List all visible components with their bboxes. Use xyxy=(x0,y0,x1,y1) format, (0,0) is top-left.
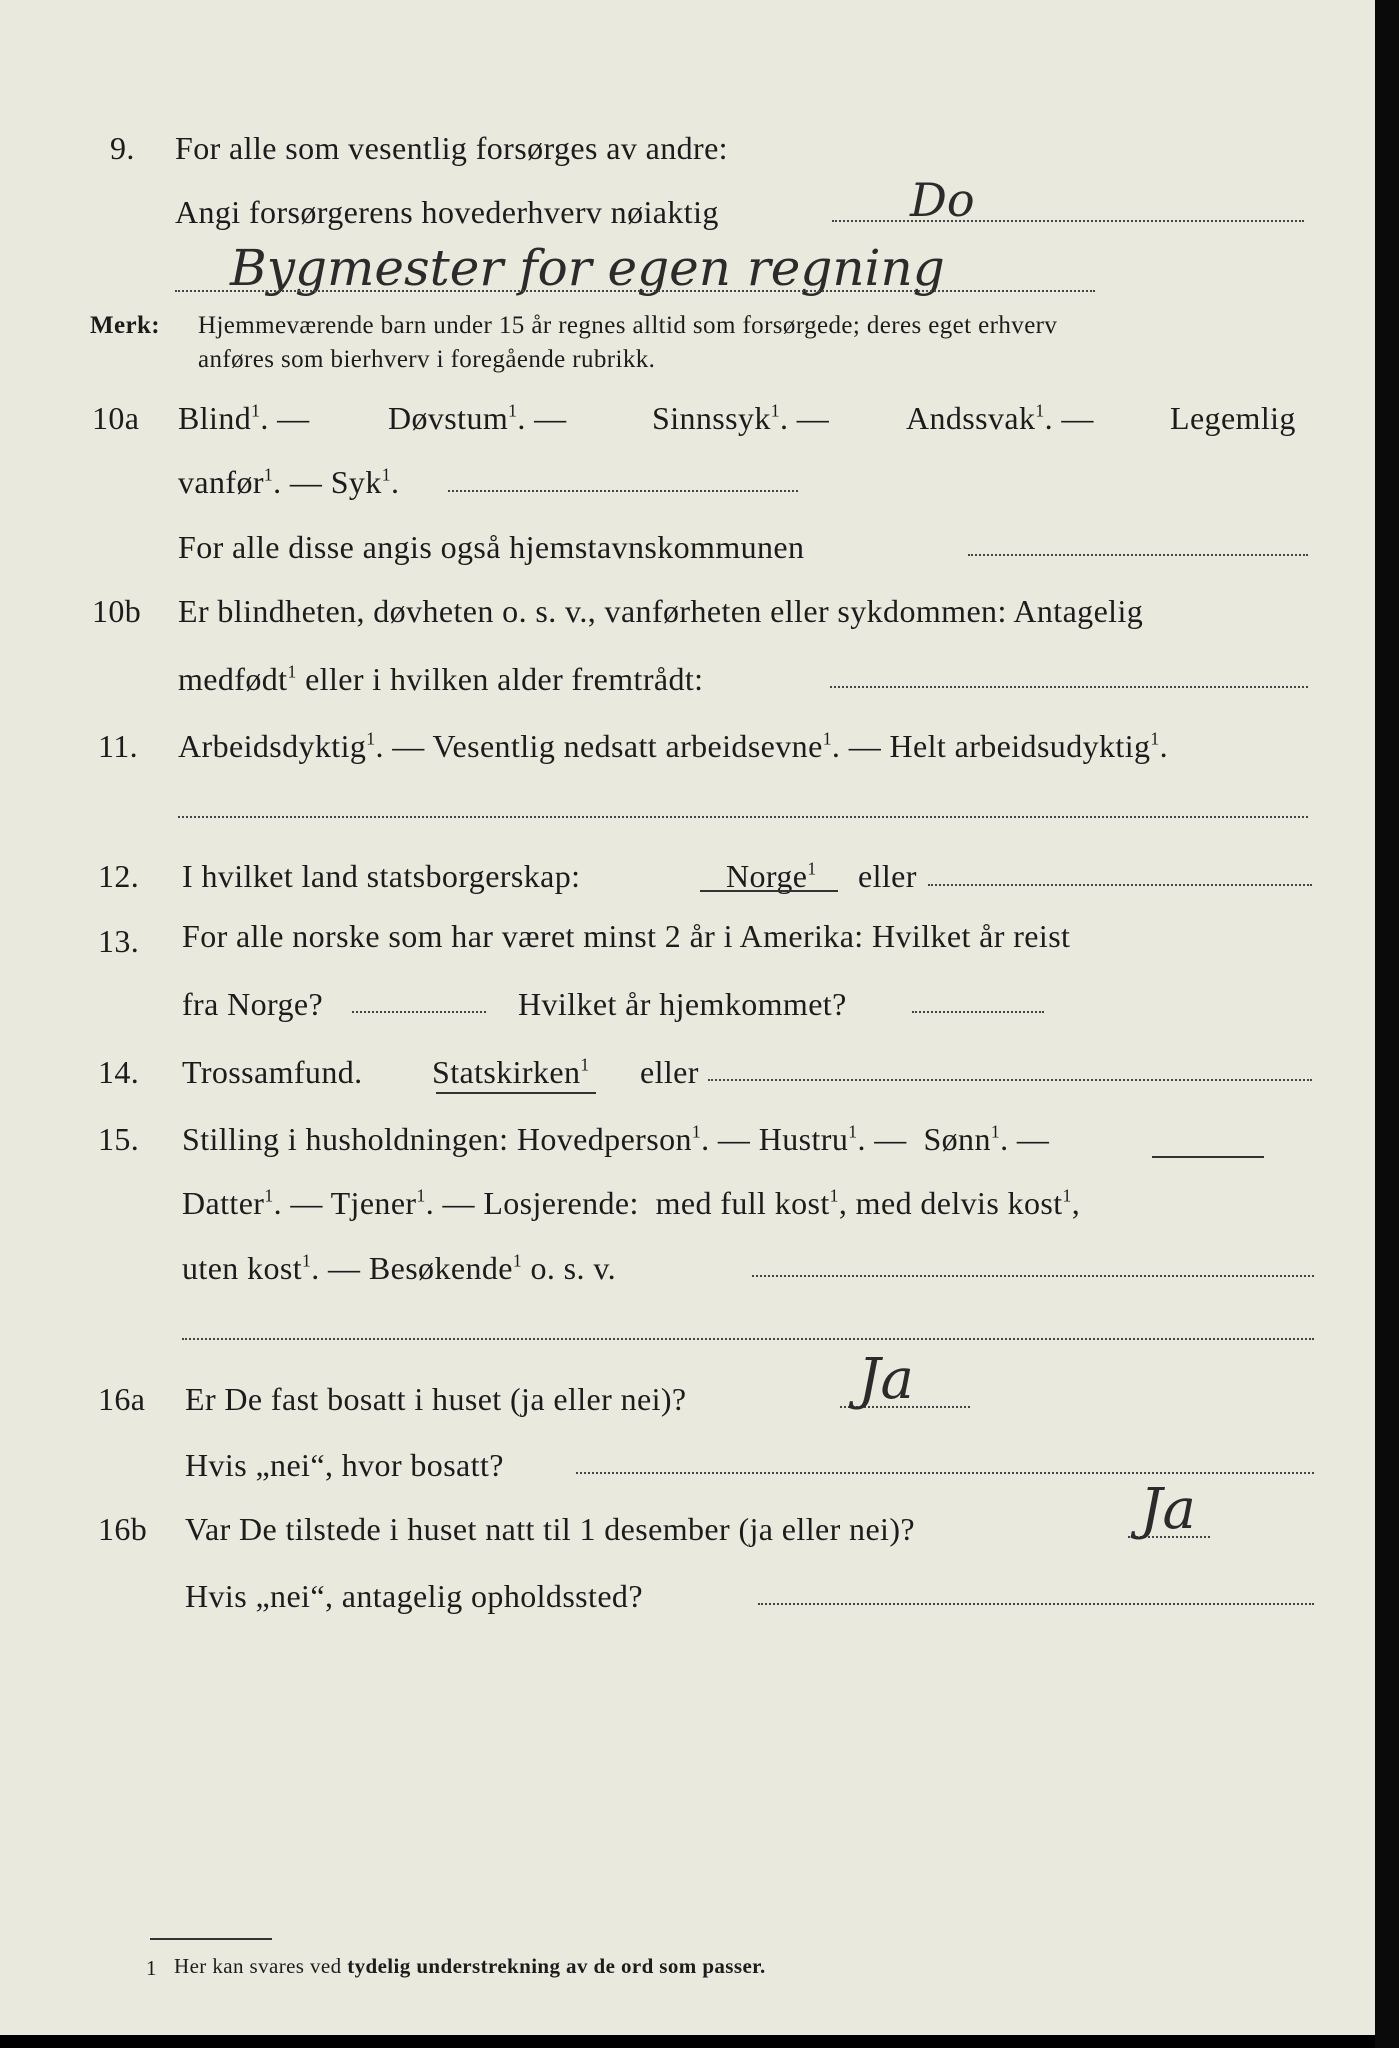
q10a-answer-line xyxy=(448,490,798,492)
q10a-sinnssyk: Sinnssyk$^1$. — xyxy=(652,400,830,436)
q13-line2a: fra Norge? xyxy=(182,986,324,1022)
q16a-bosatt-line xyxy=(576,1472,1314,1474)
scan-border xyxy=(1375,0,1399,2048)
footnote-mark: 1 xyxy=(146,1956,157,1980)
footnote-text: Her kan svares ved tydelig understrekning av de ord som passer. xyxy=(174,1954,766,1978)
q11-options: Arbeidsdyktig$^1$. — Vesentlig nedsatt arbeidsevne$^1$. — Helt arbeidsudyktig$^1$. xyxy=(178,728,1168,764)
q10b-number: 10b xyxy=(92,593,142,629)
q12-text: I hvilket land statsborgerskap: xyxy=(182,858,581,894)
q14-answer-line xyxy=(708,1079,1312,1081)
q9-handwritten-answer: Bygmester for egen regning xyxy=(230,239,945,297)
q10a-andssvak: Andssvak$^1$. — xyxy=(906,400,1094,436)
q15-number: 15. xyxy=(98,1121,140,1157)
q10b-line1: Er blindheten, døvheten o. s. v., vanførheten eller sykdommen: Antagelig xyxy=(178,593,1144,629)
q14-eller: eller xyxy=(640,1054,699,1090)
q12-norge: Norge$^1$ xyxy=(726,858,817,894)
q13-number: 13. xyxy=(98,923,140,959)
q9-answer-line-2 xyxy=(175,290,1095,292)
q16b-handwritten-answer: Ja xyxy=(1140,1477,1196,1542)
q12-number: 12. xyxy=(98,858,140,894)
q16b-number: 16b xyxy=(98,1511,148,1547)
q16a-line2: Hvis „nei“, hvor bosatt? xyxy=(185,1447,504,1483)
q14-number: 14. xyxy=(98,1054,140,1090)
q16b-opholdssted-line xyxy=(758,1603,1314,1605)
q15-answer-line xyxy=(752,1275,1314,1277)
q10a-vanfor-syk: vanfør$^1$. — Syk$^1$. xyxy=(178,464,400,500)
q16b-line2: Hvis „nei“, antagelig opholdssted? xyxy=(185,1578,643,1614)
q10a-number: 10a xyxy=(92,400,140,436)
q13-reist-line xyxy=(352,1011,486,1013)
q9-line2: Angi forsørgerens hovederhverv nøiaktig xyxy=(175,194,719,230)
q12-answer-line xyxy=(928,884,1312,886)
merk-label: Merk: xyxy=(90,312,161,339)
q16b-line1: Var De tilstede i huset natt til 1 desember (ja eller nei)? xyxy=(185,1511,916,1547)
q10a-dovstum: Døvstum$^1$. — xyxy=(388,400,567,436)
q14-statskirken: Statskirken$^1$ xyxy=(432,1054,590,1090)
q9-line1: For alle som vesentlig forsørges av andre: xyxy=(175,130,728,166)
q14-text: Trossamfund. xyxy=(182,1054,363,1090)
q12-norge-underline xyxy=(700,890,838,892)
q16a-line1: Er De fast bosatt i huset (ja eller nei)? xyxy=(185,1381,687,1417)
q16a-handwritten-answer: Ja xyxy=(858,1347,914,1412)
q10a-hjemstavn-line xyxy=(968,554,1308,556)
q12-eller: eller xyxy=(858,858,917,894)
q15-answer-line-2 xyxy=(182,1338,1314,1340)
footnote-rule xyxy=(150,1938,272,1940)
q10a-line3: For alle disse angis også hjemstavnskommunen xyxy=(178,529,805,565)
q15-line1: Stilling i husholdningen: Hovedperson$^1$. — Hustru$^1$. — Sønn$^1$. — xyxy=(182,1121,1050,1157)
q15-line2: Datter$^1$. — Tjener$^1$. — Losjerende: med full kost$^1$, med delvis kost$^1$, xyxy=(182,1185,1081,1221)
q15-line3: uten kost$^1$. — Besøkende$^1$ o. s. v. xyxy=(182,1250,617,1286)
merk-line2: anføres som bierhverv i foregående rubrikk. xyxy=(198,346,656,373)
q11-answer-line xyxy=(178,816,1308,818)
q10a-blind: Blind$^1$. — xyxy=(178,400,310,436)
q10b-answer-line xyxy=(830,686,1308,688)
q10a-legemlig: Legemlig xyxy=(1170,400,1296,436)
q9-number: 9. xyxy=(110,130,135,166)
q9-ditto-mark: Do xyxy=(910,173,975,227)
q14-statskirken-underline xyxy=(436,1092,596,1094)
q9-answer-line xyxy=(832,220,1304,222)
q11-number: 11. xyxy=(98,728,139,764)
q15-sonn-underline xyxy=(1152,1156,1264,1158)
q13-hjemkommet-line xyxy=(912,1011,1044,1013)
q13-line2b: Hvilket år hjemkommet? xyxy=(518,986,847,1022)
q10b-line2: medfødt$^1$ eller i hvilken alder fremtrådt: xyxy=(178,661,704,697)
q16a-number: 16a xyxy=(98,1381,146,1417)
q13-line1: For alle norske som har været minst 2 år i Amerika: Hvilket år reist xyxy=(182,918,1071,954)
merk-line1: Hjemmeværende barn under 15 år regnes alltid som forsørgede; deres eget erhverv xyxy=(198,312,1058,339)
